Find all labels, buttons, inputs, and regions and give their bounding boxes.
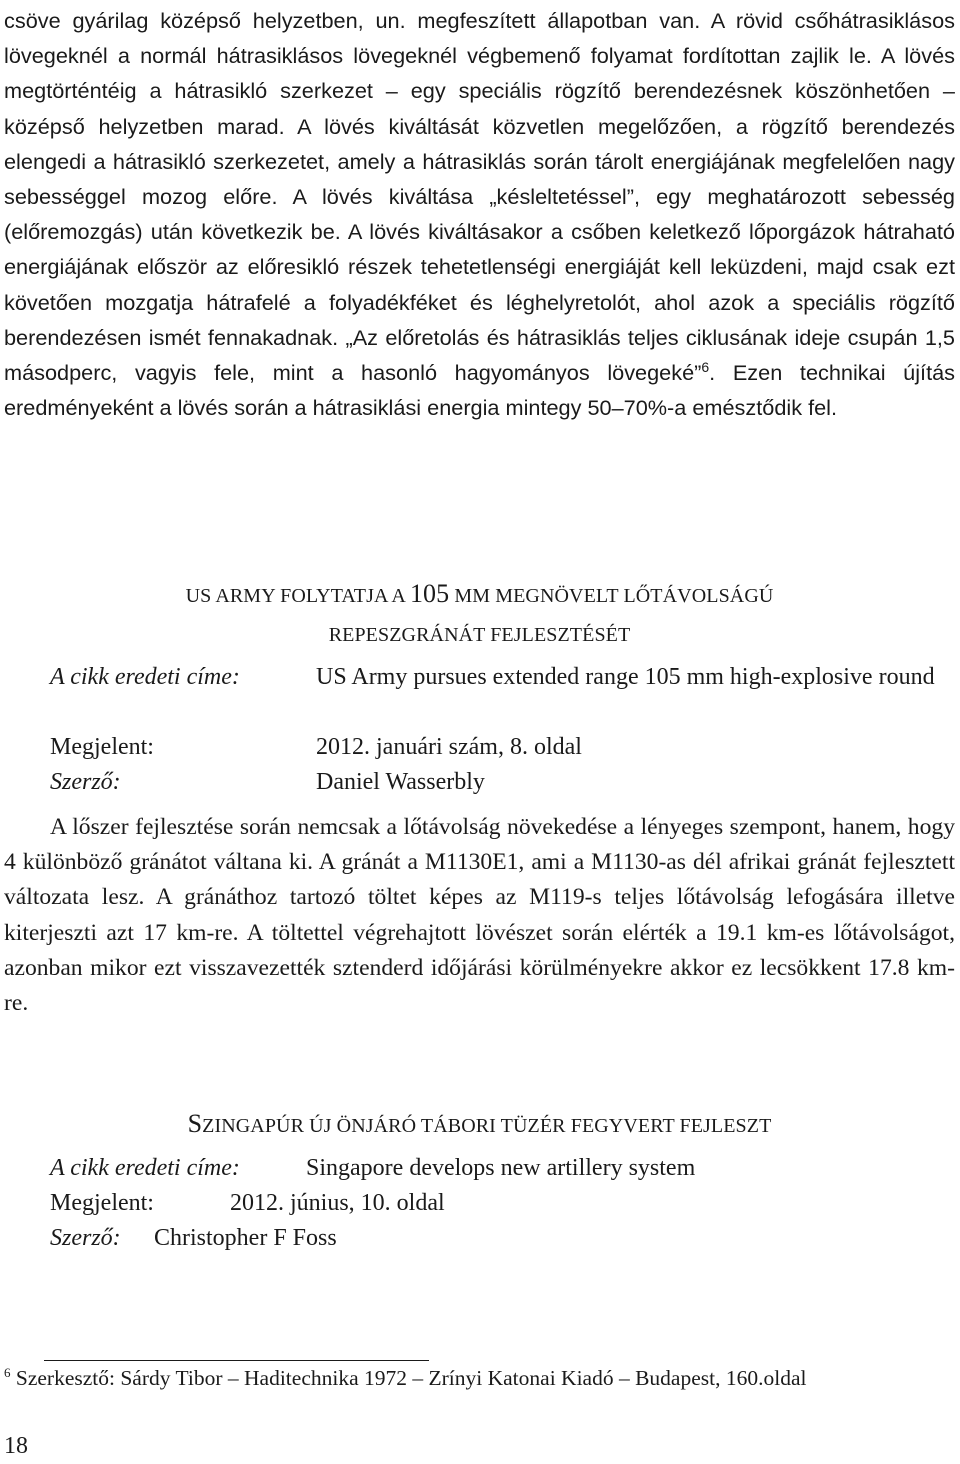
article1-title-line2: REPESZGRÁNÁT FEJLESZTÉSÉT <box>328 624 631 646</box>
intro-paragraph <box>4 3 955 425</box>
article1-body: A lőszer fejlesztése során nemcsak a lőtávolság növekedése a lényeges szempont, hanem, hogy 4 különböző gránátot váltana ki. A gránát a M1130E1, ami a M1130-as dél afrikai gránát fejlesztett változata lesz. A gránáthoz tartozó töltet képes az M119-s teljes lőtávolság lefogására illetve kiterjeszti azt 17 km-re. A töltettel végrehajtott lövészet során elérték a 19.1 km-es lőtávolságot, azonban mikor ezt visszavezették sztenderd időjárási körülményekre akkor ez lecsökkent 17.8 km-re. <box>4 814 955 1017</box>
published-label: Megjelent: <box>50 1190 154 1216</box>
author-value: Christopher F Foss <box>154 1225 337 1251</box>
orig-title-label: A cikk eredeti címe: <box>50 664 240 690</box>
orig-title-value: Singapore develops new artillery system <box>306 1155 696 1181</box>
published-value: 2012. június, 10. oldal <box>230 1190 445 1216</box>
article1-title: US ARMY FOLYTATJA A 105 MM MEGNÖVELT LŐTÁVOLSÁGÚ <box>185 579 774 608</box>
article2-title: SZINGAPÚR ÚJ ÖNJÁRÓ TÁBORI TÜZÉR FEGYVERT FEJLESZT <box>187 1109 772 1138</box>
footnote-text: Szerkesztő: Sárdy Tibor – Haditechnika 1972 – Zrínyi Katonai Kiadó – Budapest, 160.oldal <box>15 1366 807 1390</box>
published-value: 2012. januári szám, 8. oldal <box>316 734 582 760</box>
page-number: 18 <box>4 1433 28 1459</box>
article1-orig-title-row <box>4 660 955 730</box>
intro-tail: . Ezen technikai újítás eredményeként a lövés során a hátrasiklási energia mintegy 50–70%-a emésztődik fel. <box>4 360 955 421</box>
author-label: Szerző: <box>50 769 121 795</box>
author-value: Daniel Wasserbly <box>316 769 485 795</box>
footnote <box>4 1362 955 1394</box>
author-label: Szerző: <box>50 1225 121 1251</box>
published-label: Megjelent: <box>50 734 154 760</box>
footnote-separator <box>44 1360 429 1361</box>
intro-text: csöve gyárilag középső helyzetben, un. megfeszített állapotban van. A rövid csőhátrasiklásos lövegeknél a normál hátrasiklásos lövegeknél végbemenő folyamat fordítottan zajlik le. A lövés megtörténtéig a hátrasikló szerkezet – egy speciális rögzítő berendezésnek köszönhetően – középső helyzetben marad. A lövés kiváltását közvetlen megelőzően, a rögzítő berendezés elengedi a hátrasikló szerkezetet, amely a hátrasiklás során tárolt energiájának megfelelően nagy sebességgel mozog előre. A lövés kiváltása „késleltetéssel”, egy meghatározott sebesség (előremozgás) után következik be. A lövés kiváltásakor a csőben keletkező lőporgázok hátraható energiájának először az előresikló részek tehetetlenségi energiáját kell leküzdeni, majd csak ezt követően mozgatja hátrafelé a folyadékféket és léghelyretolót, ahol azok a speciális rögzítő berendezésen ismét fennakadnak. „Az előretolás és hátrasiklás teljes ciklusának ideje csupán 1,5 másodperc, vagyis fele, mint a hasonló hagyományos lövegeké” <box>4 8 955 386</box>
orig-title-value: US Army pursues extended range 105 mm high-explosive round <box>316 664 935 690</box>
footnote-reference: 6 <box>701 358 710 375</box>
orig-title-label: A cikk eredeti címe: <box>50 1155 240 1181</box>
footnote-number: 6 <box>4 1364 11 1380</box>
